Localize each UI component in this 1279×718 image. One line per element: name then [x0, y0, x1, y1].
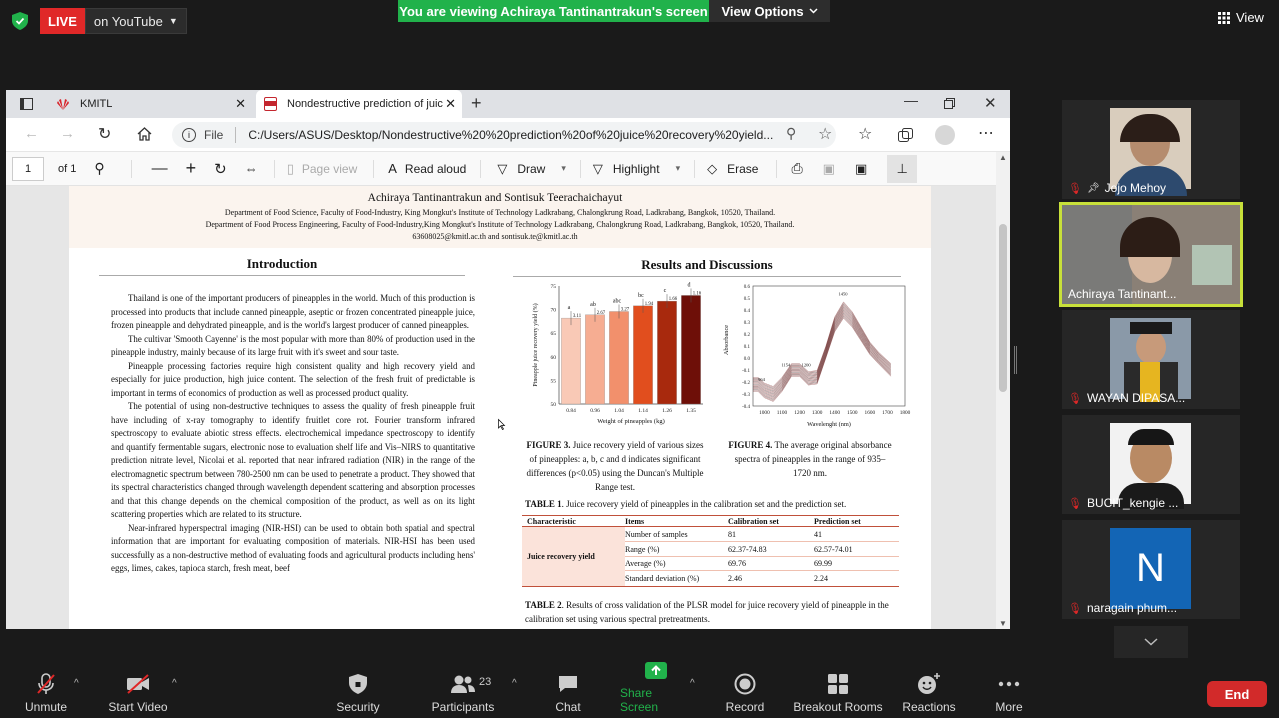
view-options-label: View Options [721, 3, 804, 19]
x-tick-label: 1.04 [614, 408, 624, 414]
y-tick-label: 70 [550, 307, 556, 314]
print-icon[interactable]: ⎙ [791, 160, 803, 176]
eraser-icon[interactable]: ◇ [707, 160, 718, 176]
y-tick-label: -0.1 [742, 369, 750, 374]
paper-header [69, 186, 931, 248]
significance-letter: d [687, 282, 691, 289]
participant-tile[interactable] [1062, 100, 1240, 199]
x-tick-label: 1500 [846, 410, 858, 416]
participant-name-text: naragain phum... [1086, 601, 1178, 615]
y-tick-label: -0.3 [742, 393, 750, 398]
breakout-rooms-icon [826, 672, 850, 696]
y-tick-label: 0.6 [743, 285, 750, 290]
address-bar [6, 118, 1010, 152]
mic-muted-icon: 🎙︎ [1068, 497, 1082, 510]
spectrum-line [753, 307, 891, 391]
table-cell: 2.46 [728, 574, 742, 583]
table2-title-text: . Results of cross validation of the PLSR model for juice recovery yield of pineapple in the calibration set using various spectral pretreatments. [525, 600, 889, 624]
significance-letter: abc [612, 298, 622, 305]
table1-title [525, 499, 925, 509]
page-view-icon[interactable]: ▯ [286, 160, 294, 176]
sd-label: 1.94 [644, 301, 654, 307]
sd-label: 1.66 [668, 297, 678, 303]
save-as-icon[interactable]: ▣ [854, 160, 868, 176]
participant-name-text: Achiraya Tantinant... [1068, 287, 1177, 301]
intro-body [111, 292, 475, 576]
breakout-rooms-label: Breakout Rooms [793, 700, 883, 714]
y-tick-label: 55 [550, 378, 556, 385]
profile-avatar[interactable] [935, 125, 955, 145]
participant-tile-active-speaker[interactable] [1059, 202, 1243, 307]
table-cell: Standard deviation (%) [625, 574, 700, 583]
x-tick-label: 1.35 [686, 408, 696, 414]
table1-title-label: TABLE 1 [525, 499, 562, 509]
participant-name-text: BUCIT_kengie ... [1086, 496, 1179, 510]
participant-video [1110, 108, 1191, 189]
read-aloud-icon[interactable]: A [388, 161, 397, 176]
sd-label: 1.16 [692, 291, 702, 297]
y-tick-label: -0.4 [742, 405, 750, 410]
y-tick-label: 65 [550, 331, 556, 338]
bar [681, 295, 700, 404]
caret-down-icon: ▼ [168, 16, 178, 26]
participants-label: Participants [431, 700, 495, 714]
share-screen-label: Share Screen [620, 686, 659, 714]
participant-tile[interactable] [1062, 415, 1240, 514]
spectrum-line [753, 314, 891, 398]
scroll-down-icon[interactable]: ▼ [999, 619, 1007, 628]
bar [633, 306, 652, 404]
participant-tile[interactable] [1062, 310, 1240, 409]
record-button[interactable] [722, 660, 768, 718]
y-tick-label: 0.5 [743, 297, 750, 302]
video-camera-off-icon [125, 672, 151, 696]
significance-letter: c [663, 288, 667, 295]
participant-name [1068, 496, 1178, 510]
fit-page-icon[interactable]: ⇔ [244, 161, 258, 176]
x-tick-label: 1400 [829, 410, 841, 416]
microphone-muted-icon [34, 672, 58, 696]
pdf-page [69, 186, 931, 629]
table-header-cell: Calibration set [728, 516, 779, 526]
live-platform: on YouTube [93, 13, 163, 29]
table-header-row [522, 515, 899, 527]
x-tick-label: 1000 [759, 410, 770, 416]
intro-heading: Introduction [246, 256, 318, 271]
pin-icon: 📌︎ [1086, 182, 1100, 194]
x-tick-label: 0.84 [566, 408, 576, 414]
page-count: of 1 [58, 162, 77, 175]
start-video-button[interactable] [104, 660, 172, 718]
favorites-icon[interactable]: ☆ [858, 126, 873, 143]
participant-video [1110, 423, 1191, 504]
erase-label[interactable]: Erase [727, 161, 759, 176]
participants-icon [449, 672, 477, 696]
highlight-icon[interactable]: ▽ [592, 160, 603, 176]
table1 [522, 515, 899, 587]
y-axis-label: Pineapple juice recovery yield (%) [533, 303, 539, 387]
highlight-chevron-icon[interactable]: ▾ [675, 163, 681, 173]
more-label: More [995, 700, 1023, 714]
y-tick-label: 0.3 [743, 321, 750, 326]
participant-name-text: Jojo Mehoy [1104, 181, 1167, 195]
participant-tile[interactable] [1062, 520, 1240, 619]
audio-options-caret-icon[interactable]: ^ [74, 678, 79, 689]
table-row [625, 527, 899, 542]
intro-paragraph: Thailand is one of the important producers of pineapples in the world. Much of this production is processed into products that include canned pineapple, aseptic or frozen concentrated pineapple juice, frozen pineapple and dehydrated pineapple, and is the world's largest producer of canned pineapples. [111, 293, 475, 330]
x-tick-label: 1800 [899, 410, 911, 416]
peak-annotation: 964 [758, 376, 765, 382]
more-menu-icon[interactable]: ⋯ [978, 125, 995, 142]
participant-video [1110, 318, 1191, 399]
participants-caret-icon[interactable]: ^ [512, 678, 517, 689]
x-tick-label: 1200 [794, 410, 805, 416]
chevron-down-icon [1144, 638, 1158, 646]
record-icon [733, 672, 757, 696]
minimize-icon[interactable]: — [904, 92, 918, 108]
peak-annotation: 1154 [781, 362, 791, 368]
mic-muted-icon: 🎙︎ [1068, 392, 1082, 405]
zoom-top-bar [0, 0, 1279, 44]
x-axis-label: Wavelenght (nm) [807, 421, 851, 428]
chat-bubble-icon [556, 672, 580, 696]
draw-chevron-icon[interactable]: ▾ [561, 163, 566, 173]
y-tick-label: 60 [550, 354, 556, 361]
participant-name [1068, 391, 1185, 405]
refresh-icon[interactable]: ↻ [98, 126, 112, 143]
browser-window [6, 90, 1010, 629]
record-label: Record [725, 700, 765, 714]
mic-muted-icon: 🎙︎ [1068, 602, 1082, 615]
reactions-smiley-icon [916, 672, 942, 696]
participant-name [1068, 601, 1177, 615]
tab-pdf[interactable] [256, 90, 462, 118]
bar [585, 315, 604, 404]
intro-paragraph: The potential of using non-destructive techniques to assess the quality of fresh pineapple fruit have including of x-ray tomography to identify fruitlet core rot. Fourier transform infrared spectroscopy to evaluate abiotic stress effects. electrochemical impedance spectroscopy to identify and quantify fermentable sugars, electronic nose to evaluation shelf life and Vis–NIRS to quantitative prediction nitrate level, Nicolai et al. reported that near infrared radiation (NIR) in the range of the electromagnetic spectrum between 780-2500 nm can be used to penetrate a product. They showed that its spectral characteristics changed through wavelength dependent scattering and absorption processes and that this change depends on the chemical composition of the product, as well as on its light scattering properties which are related to its structure. [111, 401, 475, 519]
table-cell: 81 [728, 529, 736, 539]
x-tick-label: 1.26 [662, 408, 672, 414]
table-cell: 2.24 [814, 574, 828, 583]
sd-label: 3.27 [620, 307, 630, 313]
intro-paragraph: The cultivar 'Smooth Cayenne' is the most popular with more than 80% of production used in the pineapple industry, mainly because of its large fruit with it's sweet and sour taste. [111, 333, 475, 357]
forward-icon[interactable]: → [60, 125, 75, 142]
draw-label[interactable]: Draw [517, 161, 546, 176]
live-stream-badge[interactable] [40, 8, 187, 34]
y-tick-label: 0.1 [743, 345, 750, 350]
x-tick-label: 0.96 [590, 408, 600, 414]
chat-label: Chat [555, 700, 581, 714]
chat-button[interactable] [545, 660, 591, 718]
spectrum-line [753, 308, 891, 392]
participant-name-text: WAYAN DIPASA... [1086, 391, 1186, 405]
tab-pdf-label: Nondestructive prediction of juic [287, 98, 443, 110]
zoom-meeting-toolbar [0, 660, 1279, 718]
security-label: Security [336, 700, 380, 714]
chevron-down-icon [809, 8, 818, 14]
intro-paragraph: Pineapple processing factories require high consistent quality and high recovery yield and especially for juice production, high juice content. The selection of the fresh fruit of predictable is important in terms of economics of production as well as processed product quality. [111, 360, 475, 398]
collections-icon[interactable] [898, 128, 913, 142]
figure4-caption-text: The average original absorbance spectra of pineapples in the range of 935–1720 nm. [734, 440, 892, 478]
tab-kmitl-label: KMITL [80, 98, 113, 110]
sd-label: 2.67 [596, 310, 606, 316]
table-header-cell: Characteristic [527, 516, 576, 526]
zoom-in-icon[interactable]: + [185, 158, 197, 178]
table1-title-text: . Juice recovery yield of pineapples in the calibration set and the prediction set. [561, 499, 847, 509]
breakout-rooms-button[interactable] [792, 660, 884, 718]
favorite-add-icon[interactable]: ☆ [818, 126, 833, 143]
spectrum-line [753, 311, 891, 395]
security-button[interactable] [330, 660, 386, 718]
table-header-cell: Items [625, 516, 645, 526]
y-tick-label: 0.0 [743, 357, 750, 362]
paper-emails: 63608025@kmitl.ac.th and sontisuk.te@kmitl.ac.th [412, 232, 578, 241]
participants-scroll-down-button[interactable] [1114, 626, 1188, 658]
sd-label: 3.11 [572, 314, 582, 320]
table-cell: 69.76 [728, 559, 746, 568]
table-row-label: Juice recovery yield [522, 527, 625, 586]
view-options-button[interactable] [709, 0, 830, 22]
mic-muted-icon: 🎙︎ [1068, 182, 1082, 195]
pdf-viewer[interactable] [6, 186, 996, 629]
y-tick-label: 0.2 [743, 333, 750, 338]
pdf-file-icon [264, 97, 277, 111]
x-tick-label: 1700 [882, 410, 893, 416]
table2-title-label: TABLE 2 [525, 600, 562, 610]
page-number-input[interactable]: 1 [12, 157, 44, 181]
x-tick-label: 1600 [864, 410, 876, 416]
save-icon[interactable]: ▣ [822, 160, 835, 176]
reactions-label: Reactions [902, 700, 956, 714]
peak-annotation: 1200 [801, 362, 811, 368]
table-row [625, 571, 899, 586]
table-cell: 69.99 [814, 559, 832, 568]
more-button[interactable] [988, 660, 1030, 718]
spectrum-line [753, 303, 891, 388]
bar [561, 318, 580, 404]
shield-icon [347, 672, 369, 696]
table-body [522, 527, 899, 587]
huawei-logo-icon [56, 98, 70, 110]
video-options-caret-icon[interactable]: ^ [172, 678, 177, 689]
paper-affiliation-2: Department of Food Process Engineering, Faculty of Food-Industry,King Mongkut's Institute of Technology Ladkrabang, Chalongkrung Road, Ladkrabang, Bangkok, 10520, Thailand. [205, 220, 795, 229]
participant-initial-avatar: N [1110, 528, 1191, 609]
table-cell: 41 [814, 529, 822, 539]
table-cell: Range (%) [625, 544, 660, 554]
share-screen-button[interactable] [620, 660, 692, 718]
shield-check-icon [12, 12, 28, 30]
url-field[interactable] [172, 122, 836, 148]
new-tab-icon[interactable]: + [471, 93, 482, 113]
url-text: C:/Users/ASUS/Desktop/Nondestructive%20%20prediction%20of%20juice%20recovery%20yield... [248, 128, 774, 142]
bar [609, 311, 628, 404]
intro-paragraph: Near-infrared hyperspectral imaging (NIR-HSI) can be used to obtain both spatial and spectral information that are important for evaluating composition of materials. NIR-HSI has been used successfully as a non-destructive method of evaluating foods and agricultural products including hens' eggs, limes, cakes, tapioca starch, fresh meat, beef [111, 522, 475, 573]
y-tick-label: 0.4 [743, 309, 750, 314]
table-row [625, 557, 899, 571]
figure3-caption [525, 438, 705, 494]
view-label: View [1236, 10, 1264, 25]
more-dots-icon [997, 672, 1021, 696]
zoom-out-icon[interactable]: — [151, 159, 168, 177]
restore-icon[interactable] [944, 98, 955, 109]
table-rows [625, 527, 899, 586]
figure4-caption [727, 438, 893, 480]
table-cell: Number of samples [625, 529, 688, 539]
live-label: LIVE [48, 13, 77, 29]
scroll-up-icon[interactable]: ▲ [999, 153, 1007, 162]
significance-letter: a [567, 305, 571, 312]
close-window-icon[interactable]: ✕ [984, 95, 997, 112]
reactions-button[interactable] [900, 660, 958, 718]
home-icon[interactable] [137, 127, 152, 141]
tab-actions-icon[interactable] [20, 98, 33, 110]
scrollbar-thumb[interactable] [999, 224, 1007, 392]
participants-count: 23 [479, 676, 492, 688]
table-cell: 62.57-74.01 [814, 544, 853, 554]
table-cell: 62.37-74.83 [728, 544, 767, 554]
mouse-cursor-icon [498, 419, 505, 430]
y-tick-label: 75 [550, 284, 556, 290]
table-header-cell: Prediction set [814, 516, 861, 526]
results-rule [513, 276, 901, 277]
back-icon[interactable]: ← [24, 125, 39, 142]
peak-annotation: 1450 [838, 291, 848, 297]
participant-name [1068, 287, 1177, 301]
results-heading: Results and Discussions [641, 257, 773, 272]
view-button[interactable] [1218, 10, 1264, 25]
unmute-button[interactable] [18, 660, 74, 718]
end-meeting-button[interactable]: End [1207, 681, 1267, 707]
participant-name [1068, 181, 1166, 195]
viewing-screen-banner: You are viewing Achiraya Tantinantrakun's screen [398, 0, 709, 22]
highlight-label[interactable]: Highlight [612, 161, 660, 176]
x-tick-label: 1300 [811, 410, 823, 416]
paper-affiliation-1: Department of Food Science, Faculty of Food-Industry, King Mongkut's Institute of Technology Ladkrabang, Chalongkrung Road, Ladkrabang, Bangkok, 10520, Thailand. [224, 208, 776, 217]
unmute-label: Unmute [24, 700, 68, 714]
y-tick-label: -0.2 [742, 381, 750, 386]
intro-rule [99, 275, 465, 276]
start-video-label: Start Video [108, 700, 168, 714]
pdf-scrollbar[interactable] [996, 152, 1010, 629]
x-tick-label: 1.14 [638, 408, 648, 414]
read-aloud-label[interactable]: Read aloud [404, 161, 467, 176]
figure4-caption-label: FIGURE 4. [728, 440, 773, 450]
share-screen-icon [644, 660, 668, 682]
draw-icon[interactable]: ▽ [497, 160, 508, 176]
zoom-icon[interactable]: ⚲ [786, 125, 797, 141]
y-axis-label: Absorbance [723, 324, 730, 356]
close-tab-icon[interactable]: ✕ [235, 96, 246, 111]
significance-letter: bc [638, 292, 644, 299]
paper-authors: Achiraya Tantinantrakun and Sontisuk Teerachaichayut [367, 192, 623, 204]
juice-yield-bar-chart [525, 280, 711, 430]
absorbance-spectra-chart [709, 280, 909, 430]
figure3-caption-text: Juice recovery yield of various sizes of pineapples: a, b, c and d indicates significant differences (p<0.05) using the Duncan's Multiple Range test. [526, 440, 704, 492]
page-view-label[interactable]: Page view [301, 161, 358, 176]
panel-resize-handle[interactable] [1014, 346, 1017, 374]
table-cell: Average (%) [625, 559, 666, 568]
rotate-icon[interactable]: ↻ [214, 160, 227, 178]
bar [657, 301, 676, 404]
search-icon[interactable]: ⚲ [94, 160, 105, 176]
close-tab-icon[interactable]: ✕ [445, 96, 456, 111]
participants-button[interactable] [428, 660, 498, 718]
grid-icon [1218, 12, 1230, 24]
file-label: File [204, 128, 224, 142]
x-tick-label: 1100 [776, 410, 788, 416]
figure3-caption-label: FIGURE 3. [526, 440, 571, 450]
x-axis-label: Weight of pineapples (kg) [597, 418, 665, 425]
tab-strip [6, 90, 1010, 118]
tab-kmitl[interactable] [46, 90, 252, 118]
pdf-toolbar [6, 152, 1010, 186]
info-icon[interactable]: i [182, 128, 196, 142]
pin-toolbar-icon[interactable]: ⊥ [887, 155, 917, 183]
table-row [625, 542, 899, 557]
significance-letter: ab [590, 301, 596, 308]
y-tick-label: 50 [550, 402, 556, 408]
table2-title [525, 598, 917, 626]
share-options-caret-icon[interactable]: ^ [690, 678, 695, 689]
